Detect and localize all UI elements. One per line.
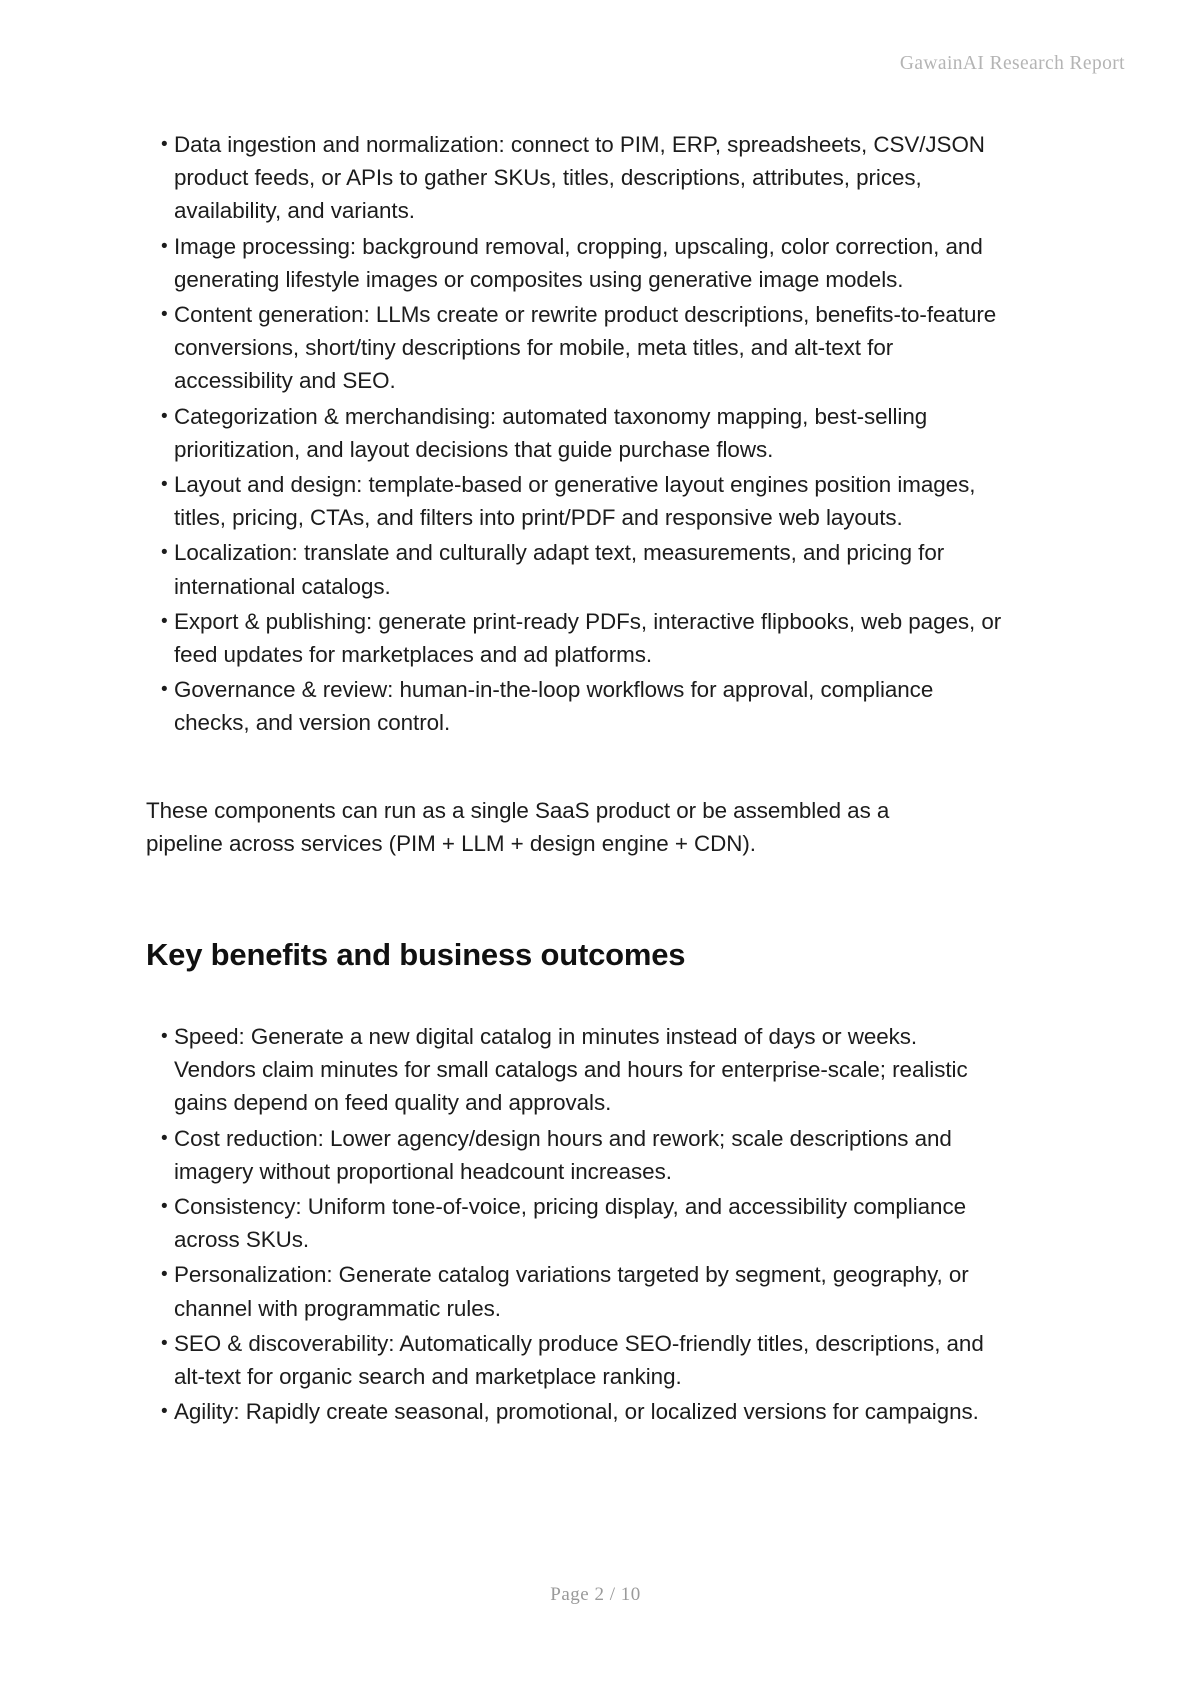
list-item: • Cost reduction: Lower agency/design hours and rework; scale descriptions and imagery without proportional headcount increases.: [146, 1122, 1004, 1188]
summary-paragraph: These components can run as a single SaaS product or be assembled as a pipeline across services (PIM + LLM + design engine + CDN).: [146, 797, 890, 856]
page-number-footer: Page 2 / 10: [550, 1584, 641, 1605]
heading-bottom-spacer: [146, 974, 1046, 1020]
paragraph-spacer: [146, 742, 1046, 794]
list-item: • Governance & review: human-in-the-loop workflows for approval, compliance checks, and version control.: [146, 673, 1002, 739]
list-item: • SEO & discoverability: Automatically produce SEO-friendly titles, descriptions, and alt-text for organic search and marketplace ranking.: [146, 1327, 1004, 1393]
running-header-title: GawainAI Research Report: [899, 53, 1125, 74]
list-item: • Image processing: background removal, cropping, upscaling, color correction, and generating lifestyle images or composites using generative image models.: [146, 230, 1002, 296]
list-item: • Export & publishing: generate print-ready PDFs, interactive flipbooks, web pages, or feed updates for marketplaces and ad platforms.: [146, 605, 1002, 671]
list-item: • Localization: translate and culturally adapt text, measurements, and pricing for international catalogs.: [146, 536, 1002, 602]
heading-top-spacer: [146, 860, 1046, 936]
section-heading: Key benefits and business outcomes: [146, 937, 686, 973]
list-item: • Agility: Rapidly create seasonal, promotional, or localized versions for campaigns.: [146, 1395, 1004, 1428]
page-content: [146, 128, 1046, 1431]
list-item: • Consistency: Uniform tone-of-voice, pricing display, and accessibility compliance across SKUs.: [146, 1190, 1004, 1256]
list-item: • Speed: Generate a new digital catalog in minutes instead of days or weeks. Vendors claim minutes for small catalogs and hours for enterprise-scale; realistic gains depend on feed quality and approvals.: [146, 1020, 1004, 1120]
benefits-bullet-list: [146, 1020, 984, 1428]
list-item: • Content generation: LLMs create or rewrite product descriptions, benefits-to-feature conversions, short/tiny descriptions for mobile, meta titles, and alt-text for accessibility and SEO.: [146, 298, 1002, 398]
list-item: • Personalization: Generate catalog variations targeted by segment, geography, or channel with programmatic rules.: [146, 1258, 1004, 1324]
components-bullet-list: [146, 128, 1002, 740]
list-item: • Categorization & merchandising: automated taxonomy mapping, best-selling prioritization, and layout decisions that guide purchase flows.: [146, 400, 1002, 466]
list-item: • Layout and design: template-based or generative layout engines position images, titles, pricing, CTAs, and filters into print/PDF and responsive web layouts.: [146, 468, 1002, 534]
list-item: • Data ingestion and normalization: connect to PIM, ERP, spreadsheets, CSV/JSON product feeds, or APIs to gather SKUs, titles, descriptions, attributes, prices, availability, and variants.: [146, 128, 1002, 228]
